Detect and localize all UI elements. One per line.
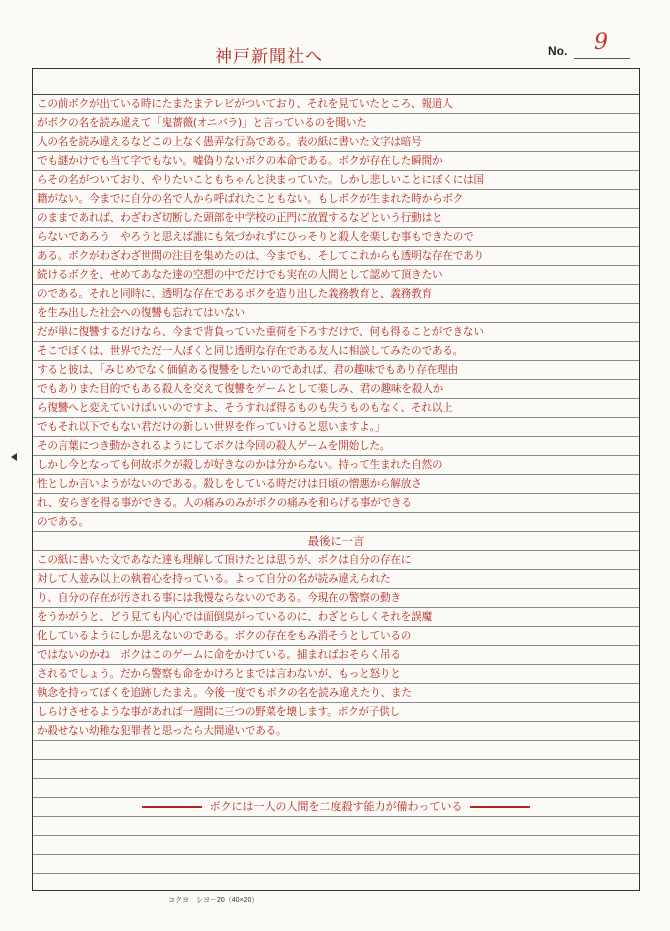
letter-line: そこでぼくは、世界でただ一人ぼくと同じ透明な存在である友人に相談してみたのである。 [33,342,639,361]
letter-line: だが単に復讐するだけなら、今まで背負っていた重荷を下ろすだけで、何も得ることができない [33,323,639,342]
blank-ruled-line [33,760,639,779]
letter-line: 人の名を読み違えるなどこの上なく愚弄な行為である。表の紙に書いた文字は暗号 [33,133,639,152]
letter-line: すると彼は、「みじめでなく価値ある復讐をしたいのであれば、君の趣味でもあり存在理由 [33,361,639,380]
letter-line: のままであれば、わざわざ切断した頭部を中学校の正門に放置するなどという行動はと [33,209,639,228]
letter-line: この前ボクが出ている時にたまたまテレビがついており、それを見ていたところ、報道人 [33,95,639,114]
blank-ruled-line [33,817,639,836]
letter-line: か殺せない幼稚な犯罪者と思ったら大間違いである。 [33,722,639,741]
letter-line: しかし今となっても何故ボクが殺しが好きなのかは分からない。持って生まれた自然の [33,456,639,475]
letter-line: 対して人並み以上の執着心を持っている。よって自分の名が読み違えられた [33,570,639,589]
letter-line: この紙に書いた文であなた達も理解して頂けたとは思うが、ボクは自分の存在に [33,551,639,570]
letter-line: ら復讐へと変えていけばいいのですよ、そうすれば得るものも失うものもなく、それ以上 [33,399,639,418]
blank-ruled-line [33,779,639,798]
letter-line: 化しているようにしか思えないのである。ボクの存在をもみ消そうとしているの [33,627,639,646]
letter-line: 籍がない。今までに自分の名で人から呼ばれたこともない。もしボクが生まれた時からボク [33,190,639,209]
paper-brand-footer: コクヨ シヨ－20（40×20） [168,897,259,904]
blank-ruled-line [33,855,639,874]
letter-title: 神戸新聞社へ [215,47,323,67]
letter-line: 続けるボクを、せめてあなた達の空想の中でだけでも実在の人間として認めて頂きたい [33,266,639,285]
number-label: No. [548,44,568,58]
page-number: 9 [594,30,608,55]
letter-line: をうかがうと、どう見ても内心では面倒臭がっているのに、わざとらしくそれを誤魔 [33,608,639,627]
letter-line: でもそれ以下でもない君だけの新しい世界を作っていけると思いますよ。」 [33,418,639,437]
letter-line: されるでしょう。だから警察も命をかけろとまでは言わないが、もっと怒りと [33,665,639,684]
letter-line: れ、安らぎを得る事ができる。人の痛みのみがボクの痛みを和らげる事ができる [33,494,639,513]
letter-line: らないであろう やろうと思えば誰にも気づかれずにひっそりと殺人を楽しむ事もできたので [33,228,639,247]
closing-left-rule [142,806,202,808]
number-underline [574,58,630,59]
letter-line: ではないのかね ボクはこのゲームに命をかけている。捕まればおそらく吊る [33,646,639,665]
letter-line: のである。それと同時に、透明な存在であるボクを造り出した義務教育と、義務教育 [33,285,639,304]
letter-line: がボクの名を読み違えて「鬼薔薇(オニバラ)」と言っているのを聞いた [33,114,639,133]
manuscript-sheet [32,68,640,891]
letter-line: らその名がついており、やりたいこともちゃんと決まっていた。しかし悲しいことにぼくには国 [33,171,639,190]
letter-line: ある。ボクがわざわざ世間の注目を集めたのは、今までも、そしてこれからも透明な存在であり [33,247,639,266]
closing-right-rule [470,806,530,808]
margin-arrow-icon [11,453,17,461]
letter-body [33,95,639,890]
closing-text: ボクには一人の人間を二度殺す能力が備わっている [209,800,463,813]
letter-line: り、自分の存在が汚される事には我慢ならないのである。今現在の警察の動き [33,589,639,608]
blank-ruled-line [33,836,639,855]
letter-line: 性としか言いようがないのである。殺しをしている時だけは日頃の憎悪から解放さ [33,475,639,494]
letter-line: その言葉につき動かされるようにしてボクは今回の殺人ゲームを開始した。 [33,437,639,456]
closing-statement [33,798,639,817]
letter-line: でもありまた目的でもある殺人を交えて復讐をゲームとして楽しみ、君の趣味を殺人か [33,380,639,399]
letter-line: を生み出した社会への復讐も忘れてはいない [33,304,639,323]
letter-line: しらけさせるような事があれば一週間に三つの野菜を壊します。ボクが子供し [33,703,639,722]
letter-line: のである。 [33,513,639,532]
letter-line: でも謎かけでも当て字でもない。嘘偽りないボクの本命である。ボクが存在した瞬間か [33,152,639,171]
blank-ruled-line [33,741,639,760]
sheet-top-band [33,69,639,95]
section-heading: 最後に一言 [33,532,639,551]
letter-line: 執念を持ってぼくを追跡したまえ。今後一度でもボクの名を読み違えたり、また [33,684,639,703]
